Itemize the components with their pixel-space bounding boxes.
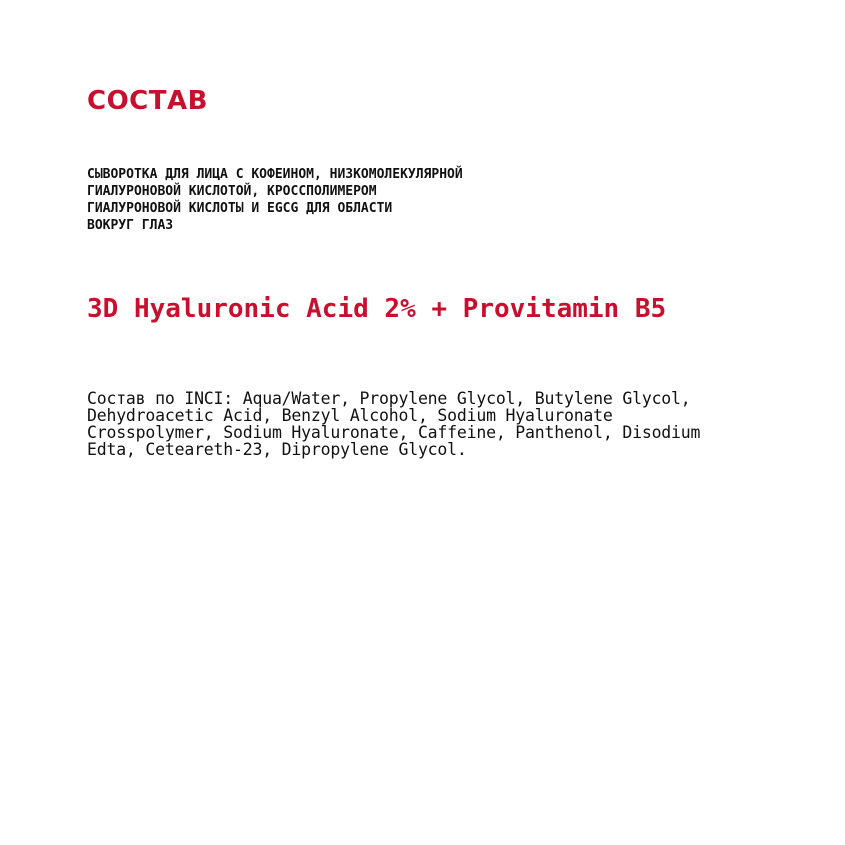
inci-line: Dehydroacetic Acid, Benzyl Alcohol, Sodium Hyaluronate (87, 406, 613, 425)
product-description-line: ВОКРУГ ГЛАЗ (87, 218, 174, 233)
inci-line: Crosspolymer, Sodium Hyaluronate, Caffeine, Panthenol, Disodium (87, 423, 701, 442)
inci-line: Edta, Ceteareth-23, Dipropylene Glycol. (87, 440, 467, 459)
product-name: 3D Hyaluronic Acid 2% + Provitamin B5 (87, 294, 667, 324)
product-description-line: ГИАЛУРОНОВОЙ КИСЛОТЫ И EGCG ДЛЯ ОБЛАСТИ (87, 201, 393, 216)
product-description-line: ГИАЛУРОНОВОЙ КИСЛОТОЙ, КРОССПОЛИМЕРОМ (87, 184, 377, 199)
section-heading: СОСТАВ (87, 86, 208, 116)
product-description (87, 166, 547, 234)
inci-ingredients-list (87, 390, 767, 458)
product-description-line: СЫВОРОТКА ДЛЯ ЛИЦА С КОФЕИНОМ, НИЗКОМОЛЕКУЛЯРНОЙ (87, 167, 463, 182)
inci-line: Состав по INCI: Aqua/Water, Propylene Glycol, Butylene Glycol, (87, 389, 691, 408)
